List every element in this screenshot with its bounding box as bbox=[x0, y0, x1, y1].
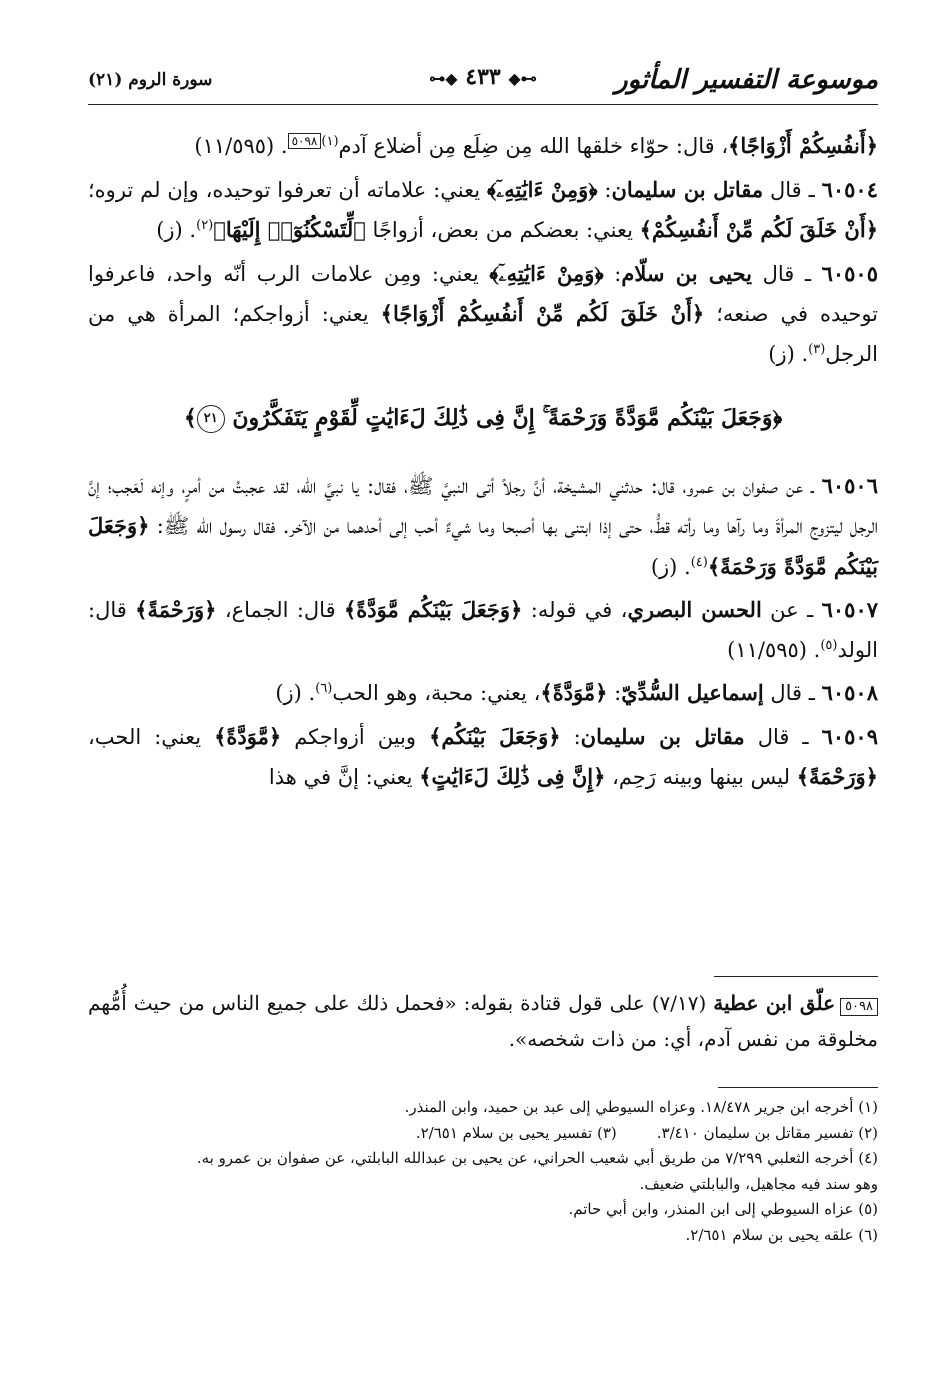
athar-number: ٦٠٥٠٤ bbox=[821, 176, 878, 202]
footnote-marker: (٥) bbox=[820, 637, 838, 653]
footnote-4-note: وهو سند فيه مجاهيل، والبابلتي ضعيف. bbox=[639, 1174, 878, 1193]
ornament-icon: ⊶◆ bbox=[508, 69, 537, 88]
paragraph-continued bbox=[88, 126, 878, 167]
footnotes bbox=[88, 1095, 878, 1248]
footnote-marker: (٦) bbox=[315, 681, 333, 696]
quran-quote: ﴿وَرَحْمَةً﴾ bbox=[135, 597, 217, 622]
narrator-name: مقاتل بن سليمان bbox=[611, 176, 764, 202]
footnote-5: (٥) عزاه السيوطي إلى ابن المنذر، وابن أبي حاتم. bbox=[568, 1200, 878, 1218]
footnote-rule bbox=[718, 1087, 878, 1088]
header-rule bbox=[88, 104, 878, 105]
comment-ref-box: ٥٠٩٨ bbox=[288, 133, 322, 149]
comment-rule bbox=[714, 976, 878, 977]
quran-quote: ﴿وَرَحْمَةً﴾ bbox=[796, 764, 878, 789]
paragraph-60505: ٦٠٥٠٥ ـ قال يحيى بن سلّام: ﴿وَمِنْ ءَايَٰتِهِۦٓ﴾ يعني: ومِن علامات الرب أنّه واحد، فاعرفوا توحيده في صنعه؛ ﴿أَنْ خَلَقَ لَكُم مِّنْ أَنفُسِكُمْ أَزْوَاجًا﴾ يعني: أزواجكم؛ المرأة هي من الرجل$^{(٣)}$. (ز) bbox=[88, 260, 879, 366]
quran-quote: ﴿وَجَعَلَ بَيْنَكُم مَّوَدَّةً﴾ bbox=[344, 597, 523, 622]
main-text bbox=[88, 126, 878, 801]
quran-quote: ﴿أَنفُسِكُمْ أَزْوَاجًا﴾ bbox=[728, 133, 878, 158]
volume-ref: . (١١/٥٩٥) bbox=[194, 134, 288, 158]
book-title: موسوعة التفسير المأثور bbox=[615, 65, 878, 95]
footnote-marker: (١) bbox=[321, 134, 339, 149]
quran-quote: ﴿مَّوَدَّةً﴾ bbox=[540, 680, 608, 705]
narrator-name: مقاتل بن سليمان bbox=[580, 723, 745, 749]
editor-comment bbox=[88, 985, 878, 1057]
verse-number: ٢١ bbox=[197, 405, 225, 433]
athar-number: ٦٠٥٠٨ bbox=[821, 680, 878, 705]
narrator-name: إسماعيل السُّدِّيّ bbox=[621, 680, 764, 705]
footnote-pair bbox=[88, 1121, 878, 1147]
paragraph-60504: ٦٠٥٠٤ ـ قال مقاتل بن سليمان: ﴿وَمِنْ ءَايَٰتِهِۦٓ﴾ يعني: علاماته أن تعرفوا توحيده، وإن لم تروه؛ ﴿أَنْ خَلَقَ لَكُم مِّنْ أَنفُسِكُمْ﴾ يعني: بعضكم من بعض، أزواجًا ﴿لِّتَسْكُنُوٓا۟ إِلَيْهَا﴾$^{(٢)}$. (ز) bbox=[88, 176, 878, 242]
paragraph-60506: ٦٠٥٠٦ ـ عن صفوان بن عمرو، قال: حدثني المشيخة، أنَّ رجلاً أتى النبيَّ ﷺ، فقال: يا نبيَّ الله، لقد عجبتُ من أمرٍ، وإنه لَعَجب؛ إنَّ الرجل ليتزوج المرأةَ وما رآها وما رأته قطُّ، حتى إذا ابتنى بها أصبحا وما شيءٌ أحب إلى أحدهما من الآخر. فقال رسول الله ﷺ: ﴿وَجَعَلَ بَيْنَكُم مَّوَدَّةً وَرَحْمَةً﴾$^{(٤)}$. (ز) bbox=[88, 472, 878, 579]
quran-quote: ﴿أَنْ خَلَقَ لَكُم مِّنْ أَنفُسِكُمْ﴾ bbox=[639, 217, 878, 242]
athar-number: ٦٠٥٠٧ bbox=[821, 597, 879, 622]
quran-quote: ﴿مَّوَدَّةً﴾ bbox=[214, 723, 282, 749]
paragraph-60508: ٦٠٥٠٨ ـ قال إسماعيل السُّدِّيّ: ﴿مَّوَدَّةً﴾، يعني: محبة، وهو الحب$^{(٦)}$. (ز) bbox=[275, 680, 878, 705]
ornament-icon: ◆⊷ bbox=[429, 69, 458, 88]
footnote-6: (٦) علقه يحيى بن سلام ٢/٦٥١. bbox=[685, 1225, 878, 1244]
quran-quote: ﴿لِّتَسْكُنُوٓا۟ إِلَيْهَا﴾ bbox=[213, 217, 366, 242]
quran-verse-heading: ﴿وَجَعَلَ بَيْنَكُم مَّوَدَّةً وَرَحْمَةً ۚ إِنَّ فِى ذَٰلِكَ لَءَايَٰتٍ لِّقَوْمٍ يَتَفَكَّرُونَ ٢١﴾ bbox=[183, 405, 783, 431]
quran-quote: ﴿إِنَّ فِى ذَٰلِكَ لَءَايَٰتٍ﴾ bbox=[419, 764, 606, 789]
sura-name: سورة الروم (٢١) bbox=[88, 70, 213, 90]
quran-quote: ﴿أَنْ خَلَقَ لَكُم مِّنْ أَنفُسِكُمْ أَزْوَاجًا﴾ bbox=[380, 301, 705, 326]
text: ، قال: حوّاء خلقها الله مِن ضِلَع مِن أضلاع آدم bbox=[338, 134, 729, 158]
page-number bbox=[429, 64, 536, 90]
quran-quote: ﴿وَمِنْ ءَايَٰتِهِۦٓ﴾ bbox=[489, 260, 604, 286]
comment-number-box: ٥٠٩٨ bbox=[840, 998, 878, 1016]
page-header bbox=[88, 58, 878, 102]
footnote-3: (٣) تفسير يحيى بن سلام ٢/٦٥١. bbox=[415, 1123, 617, 1142]
quran-quote: ﴿وَجَعَلَ بَيْنَكُم مَّوَدَّةً وَرَحْمَةً﴾ bbox=[88, 513, 878, 579]
paragraph-60507: ٦٠٥٠٧ ـ عن الحسن البصري، في قوله: ﴿وَجَعَلَ بَيْنَكُم مَّوَدَّةً﴾ قال: الجماع، ﴿وَرَحْمَةً﴾ قال: الولد$^{(٥)}$. (١١/٥٩٥) bbox=[88, 597, 879, 662]
narrator-name: يحيى بن سلّام bbox=[621, 260, 752, 286]
footnote-marker: (٤) bbox=[690, 554, 708, 570]
footnote-marker: (٢) bbox=[196, 218, 214, 233]
quran-quote: ﴿وَجَعَلَ بَيْنَكُم﴾ bbox=[429, 723, 561, 749]
comment-author: علّق ابن عطية bbox=[713, 991, 836, 1015]
footnote-marker: (٣) bbox=[808, 341, 826, 357]
comment-text: (٧/١٧) على قول قتادة بقوله: «فحمل ذلك على جميع الناس من حيث أُمُّهم مخلوقة من نفس آدم، أي: من ذات شخصه». bbox=[88, 991, 878, 1051]
footnote-2: (٢) تفسير مقاتل بن سليمان ٣/٤١٠. bbox=[656, 1123, 878, 1142]
athar-number: ٦٠٥٠٥ bbox=[821, 260, 878, 286]
footnote-1: (١) أخرجه ابن جرير ١٨/٤٧٨. وعزاه السيوطي إلى عبد بن حميد، وابن المنذر. bbox=[404, 1098, 878, 1116]
paragraph-60509: ٦٠٥٠٩ ـ قال مقاتل بن سليمان: ﴿وَجَعَلَ بَيْنَكُم﴾ وبين أزواجكم ﴿مَّوَدَّةً﴾ يعني: الحب، ﴿وَرَحْمَةً﴾ ليس بينها وبينه رَحِم، ﴿إِنَّ فِى ذَٰلِكَ لَءَايَٰتٍ﴾ يعني: إنَّ في هذا bbox=[88, 723, 878, 789]
quran-quote: ﴿وَمِنْ ءَايَٰتِهِۦٓ﴾ bbox=[486, 176, 598, 202]
footnote-4: (٤) أخرجه الثعلبي ٧/٢٩٩ من طريق أبي شعيب الحراني، عن يحيى بن عبدالله البابلتي، عن صفوان بن عمرو به. bbox=[196, 1149, 878, 1167]
athar-number: ٦٠٥٠٩ bbox=[821, 723, 878, 749]
athar-number: ٦٠٥٠٦ bbox=[821, 472, 878, 498]
narrator-name: الحسن البصري bbox=[627, 597, 762, 622]
page-number-text: ٤٣٣ bbox=[465, 64, 501, 90]
